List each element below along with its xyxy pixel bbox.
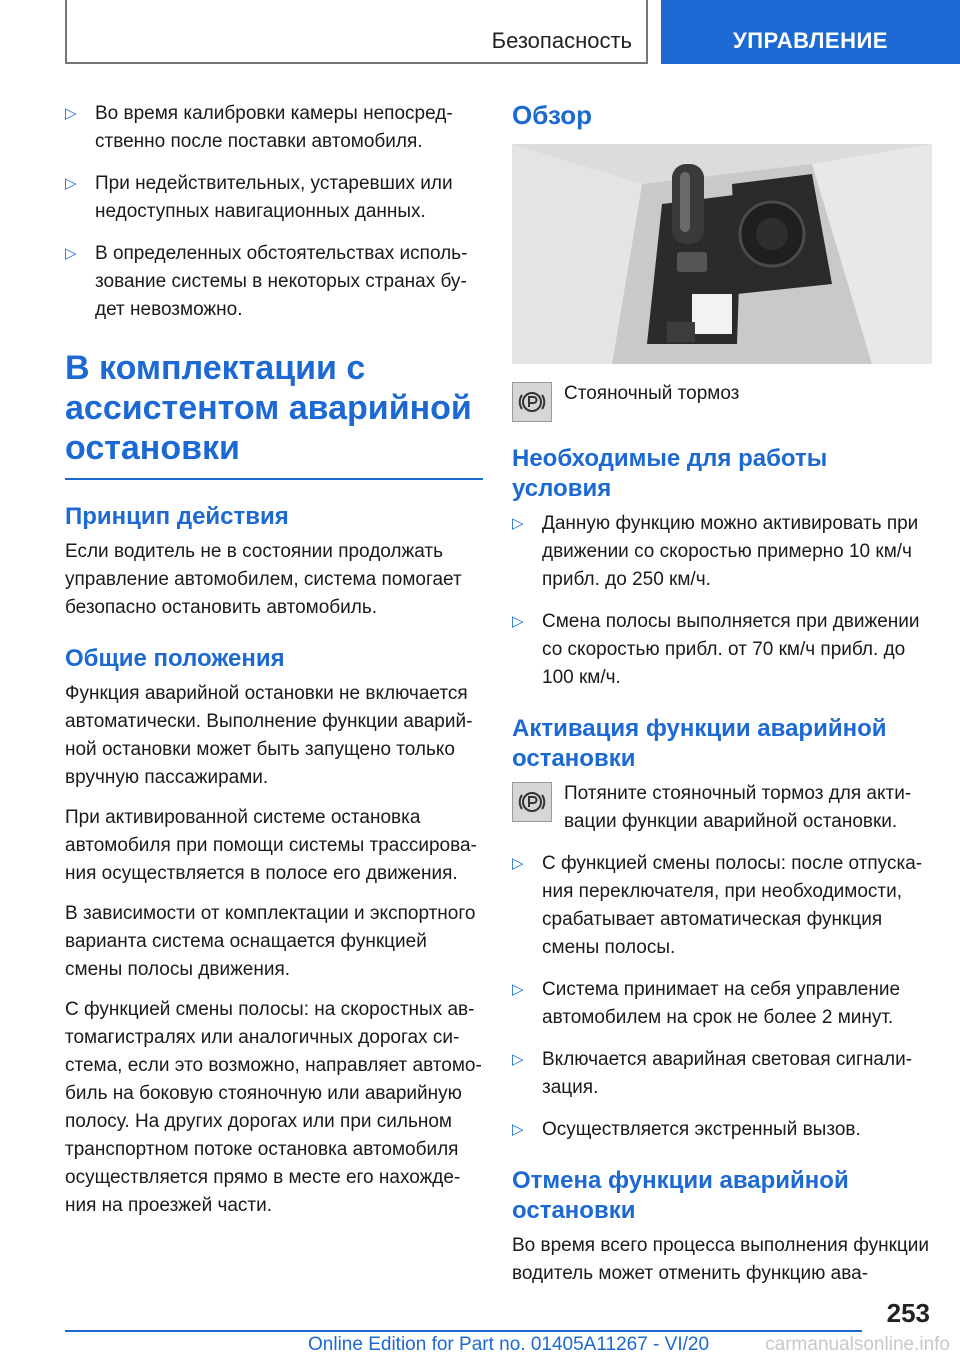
triangle-bullet-icon: ▷ bbox=[65, 105, 77, 122]
triangle-bullet-icon: ▷ bbox=[65, 175, 77, 192]
general-heading: Общие положения bbox=[65, 645, 285, 672]
parking-brake-icon bbox=[512, 782, 552, 822]
edition-link[interactable]: Online Edition for Part no. 01405A11267 - VI/20 bbox=[308, 1334, 710, 1355]
footer-rule bbox=[65, 1330, 862, 1332]
parking-brake-row bbox=[512, 380, 932, 422]
parking-brake-label: Стояночный тормоз bbox=[564, 383, 740, 404]
list-item: ▷ В определенных обстоятельствах использование системы в некоторых странах будет невозможно. bbox=[65, 240, 483, 324]
paragraph: Функция аварийной остановки не включается автоматически. Выполнение функции аварийной остановки может быть запущено только вручную пассажирами. bbox=[65, 683, 473, 788]
triangle-bullet-icon: ▷ bbox=[512, 515, 524, 532]
activation-heading: Активация функции аварийной остановки bbox=[512, 715, 887, 772]
triangle-bullet-icon: ▷ bbox=[512, 1051, 524, 1068]
principle-heading: Принцип действия bbox=[65, 503, 289, 530]
tab-safety[interactable] bbox=[65, 0, 648, 64]
requirements-heading: Необходимые для работы условия bbox=[512, 445, 828, 502]
list-item: ▷ Система принимает на себя управление автомобилем на срок не более 2 минут. bbox=[512, 976, 932, 1032]
triangle-bullet-icon: ▷ bbox=[512, 855, 524, 872]
page-number: 253 bbox=[886, 1298, 930, 1328]
list-item: ▷ При недействительных, устаревших или недоступных навигационных данных. bbox=[65, 170, 483, 226]
tab-control-label: УПРАВЛЕНИЕ bbox=[733, 28, 888, 53]
left-column bbox=[65, 100, 483, 1232]
list-item: ▷ Во время калибровки камеры непосредственно после поставки автомобиля. bbox=[65, 100, 483, 156]
section-title: В комплектации с ассистентом аварийной остановки bbox=[65, 348, 483, 480]
activation-instruction: Потяните стояночный тормоз для активации функции аварийной остановки. bbox=[564, 783, 912, 832]
center-console-illustration bbox=[512, 144, 932, 364]
activation-icon-row bbox=[512, 780, 932, 836]
cancel-text: Во время всего процесса выполнения функции водитель может отменить функцию ава- bbox=[512, 1235, 930, 1284]
center-console-image bbox=[512, 144, 932, 364]
list-item: ▷ Смена полосы выполняется при движении со скоростью прибл. от 70 км/ч прибл. до 100 км/ч. bbox=[512, 608, 932, 692]
watermark: carmanualsonline.info bbox=[765, 1334, 950, 1355]
overview-heading: Обзор bbox=[512, 100, 592, 130]
list-item: ▷ Данную функцию можно активировать при движении со скоростью примерно 10 км/ч прибл. до 250 км/ч. bbox=[512, 510, 932, 594]
triangle-bullet-icon: ▷ bbox=[512, 613, 524, 630]
paragraph: В зависимости от комплектации и экспортного варианта система оснащается функцией смены полосы движения. bbox=[65, 903, 476, 980]
list-item: ▷ Включается аварийная световая сигнализация. bbox=[512, 1046, 932, 1102]
right-column bbox=[512, 100, 932, 1300]
triangle-bullet-icon: ▷ bbox=[65, 245, 77, 262]
tab-safety-label: Безопасность bbox=[491, 28, 632, 53]
principle-text: Если водитель не в состоянии продолжать управление автомобилем, система помогает безопасно остановить автомобиль. bbox=[65, 541, 462, 618]
tab-control[interactable] bbox=[661, 0, 960, 64]
cancel-heading: Отмена функции аварийной остановки bbox=[512, 1167, 849, 1224]
triangle-bullet-icon: ▷ bbox=[512, 1121, 524, 1138]
parking-brake-icon bbox=[512, 382, 552, 422]
list-item: ▷ Осуществляется экстренный вызов. bbox=[512, 1116, 932, 1144]
paragraph: При активированной системе остановка автомобиля при помощи системы трассирования осуществляется в полосе его движения. bbox=[65, 807, 477, 884]
list-item: ▷ С функцией смены полосы: после отпускания переключателя, при необходимости, срабатывает автоматическая функция смены полосы. bbox=[512, 850, 932, 962]
triangle-bullet-icon: ▷ bbox=[512, 981, 524, 998]
paragraph: С функцией смены полосы: на скоростных автомагистралях или аналогичных дорогах система, если это возможно, направляет автомобиль на боковую стояночную или аварийную полосу. На других дорогах или при сильном транспортном потоке остановка автомобиля осуществляется прямо в месте его нахождения на проезжей части. bbox=[65, 999, 482, 1216]
